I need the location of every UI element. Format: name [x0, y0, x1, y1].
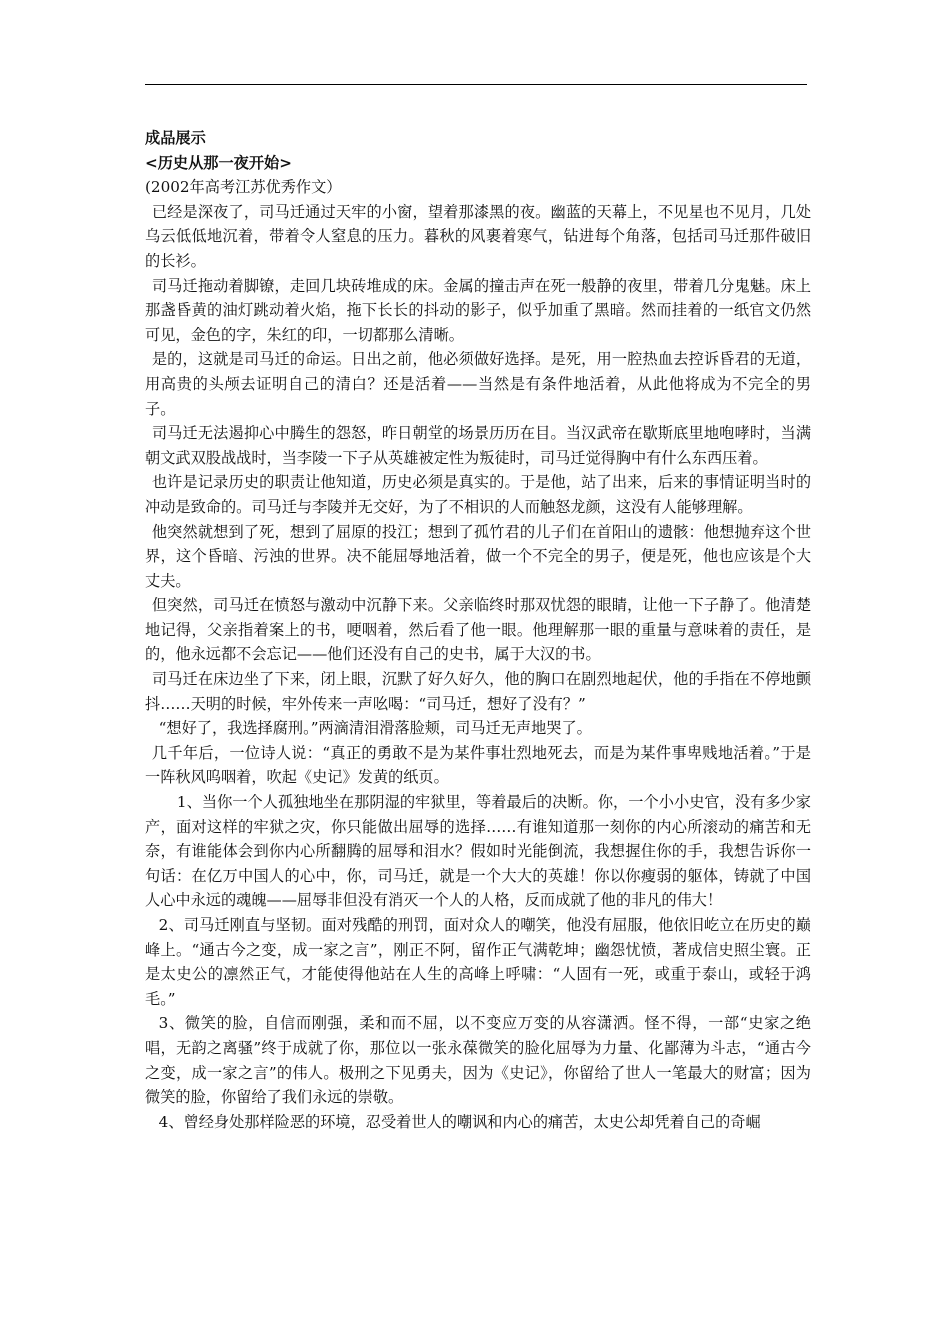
paragraph: 他突然就想到了死，想到了屈原的投江；想到了孤竹君的儿子们在首阳山的遗骸：他想抛弃这个世界，这个昏暗、污浊的世界。决不能屈辱地活着，做一个不完全的男子，便是死，他也应该是个大丈夫。 [145, 522, 811, 590]
section-title: 成品展示 [145, 129, 206, 147]
document-body [145, 126, 811, 1134]
paragraph: “想好了，我选择腐刑。”两滴清泪滑落脸颊，司马迁无声地哭了。 [158, 719, 592, 738]
paragraph: 司马迁在床边坐了下来，闭上眼，沉默了好久好久，他的胸口在剧烈地起伏，他的手指在不停地颤抖……天明的时候，牢外传来一声吆喝：“司马迁，想好了没有？” [145, 670, 811, 713]
paragraph: 但突然，司马迁在愤怒与激动中沉静下来。父亲临终时那双忧怨的眼睛，让他一下子静了。他清楚地记得，父亲指着案上的书，哽咽着，然后看了他一眼。他理解那一眼的重量与意味着的责任，是的，他永远都不会忘记——他们还没有自己的史书，属于大汉的书。 [145, 596, 811, 664]
paragraph: 几千年后，一位诗人说：“真正的勇敢不是为某件事壮烈地死去，而是为某件事卑贱地活着。”于是一阵秋风呜咽着，吹起《史记》发黄的纸页。 [145, 743, 811, 787]
paragraph: 是的，这就是司马迁的命运。日出之前，他必须做好选择。是死，用一腔热血去控诉昏君的无道，用高贵的头颅去证明自己的清白？还是活着——当然是有条件地活着，从此他将成为不完全的男子。 [145, 350, 811, 418]
numbered-paragraph: 3、微笑的脸，自信而刚强，柔和而不屈，以不变应万变的从容潇洒。怪不得，一部“史家之绝唱，无韵之离骚”终于成就了你，那位以一张永葆微笑的脸化屈辱为力量、化鄙薄为斗志，“通古今之变，成一家之言”的伟人。极刑之下见勇夫，因为《史记》，你留给了世人一笔最大的财富；因为微笑的脸，你留给了我们永远的崇敬。 [145, 1014, 811, 1107]
header-rule [145, 84, 807, 85]
source-note: (2002年高考江苏优秀作文） [145, 178, 342, 197]
paragraph: 也许是记录历史的职责让他知道，历史必须是真实的。于是他，站了出来，后来的事情证明当时的冲动是致命的。司马迁与李陵并无交好，为了不相识的人而触怒龙颜，这没有人能够理解。 [145, 473, 811, 516]
essay-title: <历史从那一夜开始> [145, 153, 292, 172]
numbered-paragraph: 2、司马迁刚直与坚韧。面对残酷的刑罚，面对众人的嘲笑，他没有屈服，他依旧屹立在历史的巅峰上。“通古今之变，成一家之言”，刚正不阿，留作正气满乾坤；幽怨忧愤，著成信史照尘寰。正是太史公的凛然正气，才能使得他站在人生的高峰上呼啸：“人固有一死，或重于泰山，或轻于鸿毛。” [145, 916, 811, 1008]
numbered-paragraph: 4、曾经身处那样险恶的环境，忍受着世人的嘲讽和内心的痛苦，太史公却凭着自己的奇崛 [158, 1112, 761, 1131]
numbered-paragraph: 1、当你一个人孤独地坐在那阴湿的牢狱里，等着最后的决断。你，一个小小史官，没有多少家产，面对这样的牢狱之灾，你只能做出屈辱的选择……有谁知道那一刻你的内心所滚动的痛苦和无奈，有谁能体会到你内心所翻腾的屈辱和泪水？假如时光能倒流，我想握住你的手，我想告诉你一句话：在亿万中国人的心中，你，司马迁，就是一个大大的英雄！你以你瘦弱的躯体，铸就了中国人心中永远的魂魄——屈辱非但没有消灭一个人的人格，反而成就了他的非凡的伟大！ [145, 793, 811, 910]
paragraph: 司马迁无法遏抑心中腾生的怨怒，昨日朝堂的场景历历在目。当汉武帝在歇斯底里地咆哮时，当满朝文武双股战战时，当李陵一下子从英雄被定性为叛徒时，司马迁觉得胸中有什么东西压着。 [145, 424, 811, 467]
paragraph: 已经是深夜了，司马迁通过天牢的小窗，望着那漆黑的夜。幽蓝的天幕上，不见星也不见月，几处乌云低低地沉着，带着令人窒息的压力。暮秋的风裹着寒气，钻进每个角落，包括司马迁那件破旧的长衫。 [145, 202, 811, 270]
paragraph: 司马迁拖动着脚镣，走回几块砖堆成的床。金属的撞击声在死一般静的夜里，带着几分鬼魅。床上那盏昏黄的油灯跳动着火焰，拖下长长的抖动的影子，似乎加重了黑暗。然而挂着的一纸官文仍然可见，金色的字，朱红的印，一切都那么清晰。 [145, 276, 811, 344]
